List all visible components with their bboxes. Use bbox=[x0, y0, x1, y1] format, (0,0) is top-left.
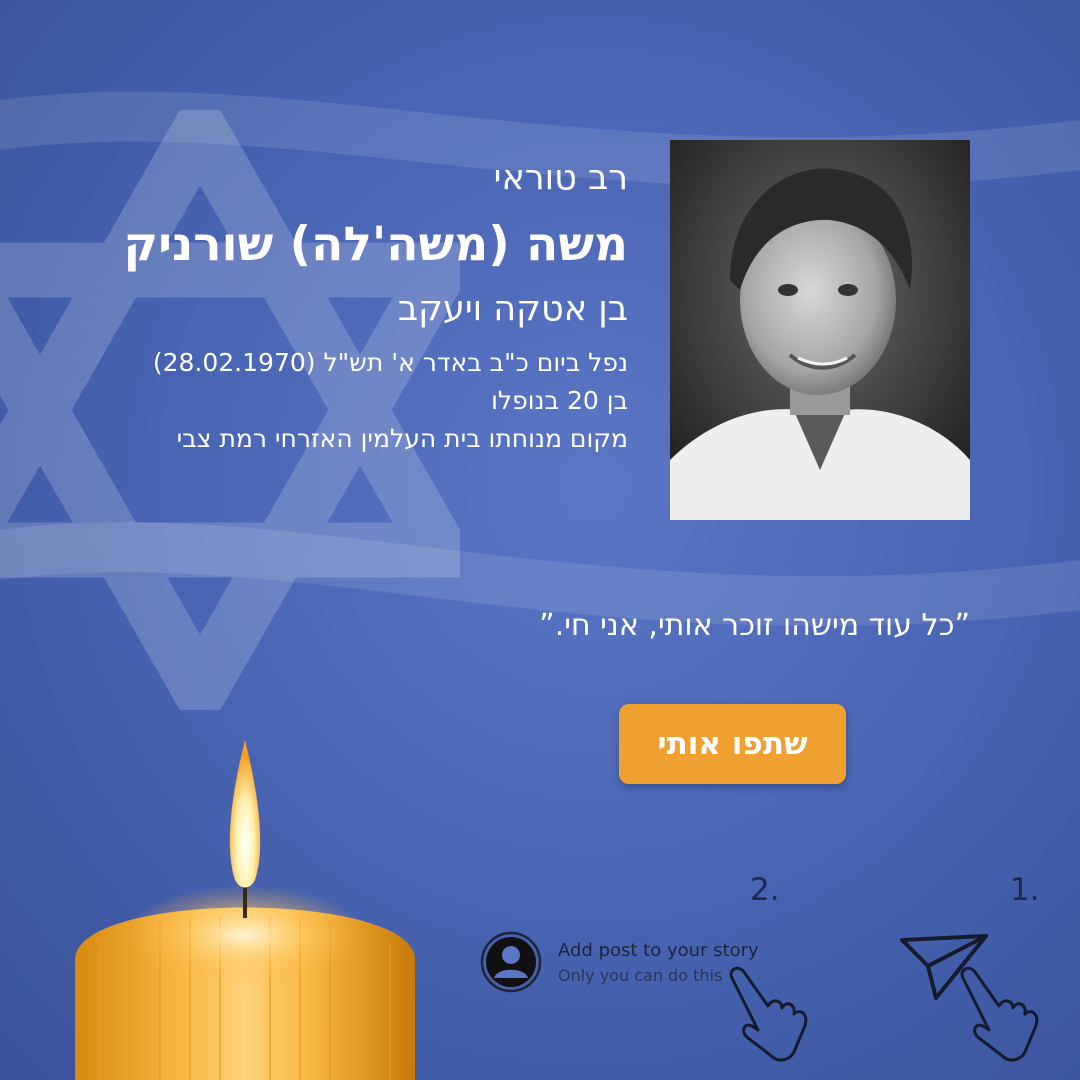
age-at-death: בן 20 בנופלו bbox=[491, 386, 628, 415]
pointing-hand-icon bbox=[955, 958, 1045, 1068]
fallen-name: משה (משה'לה) שורניק bbox=[123, 217, 628, 272]
memorial-text bbox=[28, 150, 628, 458]
story-subtitle: Only you can do this bbox=[558, 966, 723, 985]
step-number-2: 2. bbox=[750, 872, 780, 908]
parents-line: בן אטקה ויעקב bbox=[397, 289, 628, 329]
story-title: Add post to your story bbox=[558, 940, 759, 961]
memorial-quote: ”כל עוד מישהו זוכר אותי, אני חי.” bbox=[539, 608, 970, 643]
step-number-1: 1. bbox=[1010, 872, 1040, 908]
fallen-date: נפל ביום כ"ב באדר א' תש"ל (28.02.1970) bbox=[152, 348, 628, 377]
burial-place: מקום מנוחתו בית העלמין האזרחי רמת צבי bbox=[176, 424, 628, 453]
avatar-icon bbox=[480, 931, 542, 993]
rank-label: רב טוראי bbox=[493, 158, 628, 198]
candle-icon bbox=[60, 730, 440, 1080]
share-button[interactable]: שתפו אותי bbox=[619, 704, 846, 784]
portrait-photo bbox=[670, 140, 970, 520]
pointing-hand-icon bbox=[724, 958, 814, 1068]
